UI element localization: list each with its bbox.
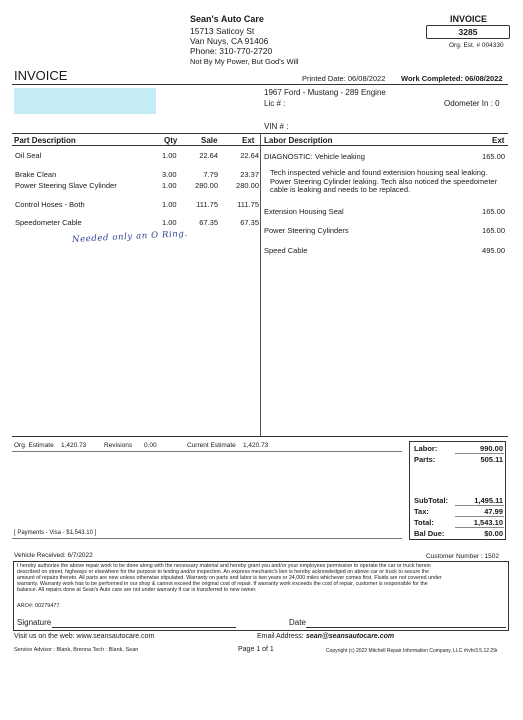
part-description: Speedometer Cable bbox=[15, 218, 82, 227]
current-estimate-label: Current Estimate bbox=[187, 442, 236, 449]
table-bottom-border bbox=[12, 436, 508, 437]
part-sale: 67.35 bbox=[199, 218, 218, 227]
shop-name: Sean's Auto Care bbox=[190, 14, 264, 24]
part-description: Oil Seal bbox=[15, 151, 42, 160]
aro-number: ARO#: 00279477 bbox=[17, 603, 60, 609]
part-qty: 1.00 bbox=[162, 200, 177, 209]
labor-ext: 165.00 bbox=[482, 152, 505, 161]
diagnostic-note-line: Tech inspected vehicle and found extension housing seal leaking. bbox=[270, 168, 488, 177]
email-address[interactable]: sean@seansautocare.com bbox=[306, 633, 395, 640]
part-description: Control Hoses - Both bbox=[15, 200, 85, 209]
vehicle-description: 1967 Ford - Mustang - 289 Engine bbox=[264, 88, 386, 97]
labor-header-ext: Ext bbox=[492, 136, 505, 145]
email-label: Email Address: bbox=[257, 633, 304, 640]
part-sale: 7.79 bbox=[203, 170, 218, 179]
estimate-divider bbox=[12, 451, 402, 452]
website-line[interactable]: Visit us on the web: www.seansautocare.com bbox=[14, 633, 155, 640]
subtotal: 1,495.11 bbox=[474, 496, 503, 505]
authorization-line: warranty. Warranty work has to be performed in our shop & cannot exceed the original cost of repair. If warranty work exceeds the cost of repair, customer is responsible for the bbox=[17, 581, 428, 588]
handwritten-note: Needed only an O Ring. bbox=[71, 228, 188, 246]
page-number: Page 1 of 1 bbox=[238, 646, 274, 653]
labor-header-description: Labor Description bbox=[264, 136, 333, 145]
parts-header-sale: Sale bbox=[201, 136, 218, 145]
parts-header-ext: Ext bbox=[242, 136, 255, 145]
labor-ext: 165.00 bbox=[482, 207, 505, 216]
tax-label: Tax: bbox=[414, 507, 429, 516]
authorization-text bbox=[17, 563, 442, 593]
labor-ext: 165.00 bbox=[482, 226, 505, 235]
original-estimate-number: Org. Est. # 004330 bbox=[449, 42, 504, 49]
total-label: Total: bbox=[414, 518, 434, 527]
header-divider bbox=[12, 84, 508, 85]
labor-total: 990.00 bbox=[480, 444, 503, 453]
part-qty: 3.00 bbox=[162, 170, 177, 179]
copyright: Copyright (c) 2022 Mitchell Repair Information Company, LLC rhvhr3.5.12.29r bbox=[326, 648, 498, 654]
part-qty: 1.00 bbox=[162, 218, 177, 227]
totals-separator bbox=[455, 527, 504, 528]
labor-description: Speed Cable bbox=[264, 246, 308, 255]
part-ext: 67.35 bbox=[240, 218, 259, 227]
part-description: Brake Clean bbox=[15, 170, 57, 179]
service-advisor-line: Service Advisor : Blank, Brenna Tech : Blank, Sean bbox=[14, 647, 139, 653]
printed-date: Printed Date: 06/08/2022 bbox=[302, 74, 386, 83]
labor-ext: 495.00 bbox=[482, 246, 505, 255]
parts-header-description: Part Description bbox=[14, 136, 76, 145]
work-completed-date: Work Completed: 06/08/2022 bbox=[401, 74, 503, 83]
revisions-value: 0.00 bbox=[144, 442, 157, 449]
odometer-in: Odometer In : 0 bbox=[444, 99, 500, 108]
diagnostic-note-line: Power Steering Cylinder leaking. Tech also noticed the speedometer bbox=[270, 176, 498, 186]
shop-address-line1: 15713 Saticoy St bbox=[190, 26, 255, 36]
totals-separator bbox=[455, 516, 504, 517]
payments-divider bbox=[12, 538, 402, 539]
authorization-line: amount of repairs thereto. All parts are new unless otherwise stipulated. Warranty on parts and labor is two years or 24,000 miles whichever comes first. Fluids are not covered under bbox=[17, 575, 442, 582]
date-label: Date bbox=[289, 618, 306, 627]
authorization-line: balance. All repairs done at Sean's Auto care are not under warranty if car is transferred to new owner. bbox=[17, 587, 257, 594]
invoice-number: 3285 bbox=[426, 25, 510, 39]
redacted-customer-info bbox=[14, 88, 156, 114]
part-ext: 23.37 bbox=[240, 170, 259, 179]
vehicle-received: Vehicle Received: 6/7/2022 bbox=[14, 552, 93, 559]
parts-total: 505.11 bbox=[480, 455, 503, 464]
balance-due-label: Bal Due: bbox=[414, 529, 445, 538]
total: 1,543.10 bbox=[473, 518, 503, 527]
part-ext: 22.64 bbox=[240, 151, 259, 160]
part-ext: 111.75 bbox=[237, 200, 259, 209]
original-estimate-label: Org. Estimate bbox=[14, 442, 54, 449]
shop-address-line2: Van Nuys, CA 91406 bbox=[190, 36, 269, 46]
date-line[interactable] bbox=[306, 627, 506, 628]
labor-description: Power Steering Cylinders bbox=[264, 226, 349, 235]
invoice-box-heading: INVOICE bbox=[450, 14, 488, 24]
part-sale: 22.64 bbox=[199, 151, 218, 160]
part-sale: 280.00 bbox=[195, 181, 218, 190]
labor-description: Extension Housing Seal bbox=[264, 207, 344, 216]
customer-number: Customer Number : 1502 bbox=[426, 553, 499, 560]
tax: 47.99 bbox=[484, 507, 503, 516]
totals-separator bbox=[455, 453, 504, 454]
part-qty: 1.00 bbox=[162, 151, 177, 160]
parts-header-qty: Qty bbox=[164, 136, 178, 145]
balance-due: $0.00 bbox=[484, 529, 503, 538]
diagnostic-note-line: cable is leaking and needs to be replaced. bbox=[270, 185, 411, 195]
current-estimate-value: 1,420.73 bbox=[243, 442, 269, 449]
part-sale: 111.75 bbox=[196, 200, 218, 209]
part-qty: 1.00 bbox=[162, 181, 177, 190]
subtotal-label: SubTotal: bbox=[414, 496, 449, 505]
labor-description: DIAGNOSTIC: Vehicle leaking bbox=[264, 152, 365, 161]
authorization-line: described on street, highways or elsewhere for the purpose to testing and/or inspection. An express mechanic's lien is hereby acknowledged on above car or truck to secure the bbox=[17, 569, 430, 576]
totals-separator bbox=[455, 505, 504, 506]
part-ext: 280.00 bbox=[236, 181, 259, 190]
table-column-divider bbox=[260, 133, 261, 436]
shop-phone: Phone: 310-770-2720 bbox=[190, 46, 273, 56]
shop-motto: Not By My Power, But God's Will bbox=[190, 57, 299, 66]
signature-line[interactable] bbox=[52, 627, 236, 628]
signature-label: Signature bbox=[17, 618, 52, 627]
revisions-label: Revisions bbox=[104, 442, 133, 449]
invoice-title: INVOICE bbox=[14, 68, 68, 83]
original-estimate-value: 1,420.73 bbox=[61, 442, 87, 449]
part-description: Power Steering Slave Cylinder bbox=[15, 181, 117, 190]
vehicle-license: Lic # : bbox=[264, 99, 286, 108]
diagnostic-note bbox=[270, 169, 497, 195]
vehicle-vin: VIN # : bbox=[264, 122, 289, 131]
payments-line: [ Payments - Visa - $1,543.10 ] bbox=[14, 530, 97, 536]
authorization-line: I hereby authorize the above repair work to be done along with the necessary material and hereby grant you and/or your employees permission to operate the car or truck herein bbox=[17, 563, 431, 569]
labor-total-label: Labor: bbox=[414, 444, 438, 453]
parts-total-label: Parts: bbox=[414, 455, 436, 464]
